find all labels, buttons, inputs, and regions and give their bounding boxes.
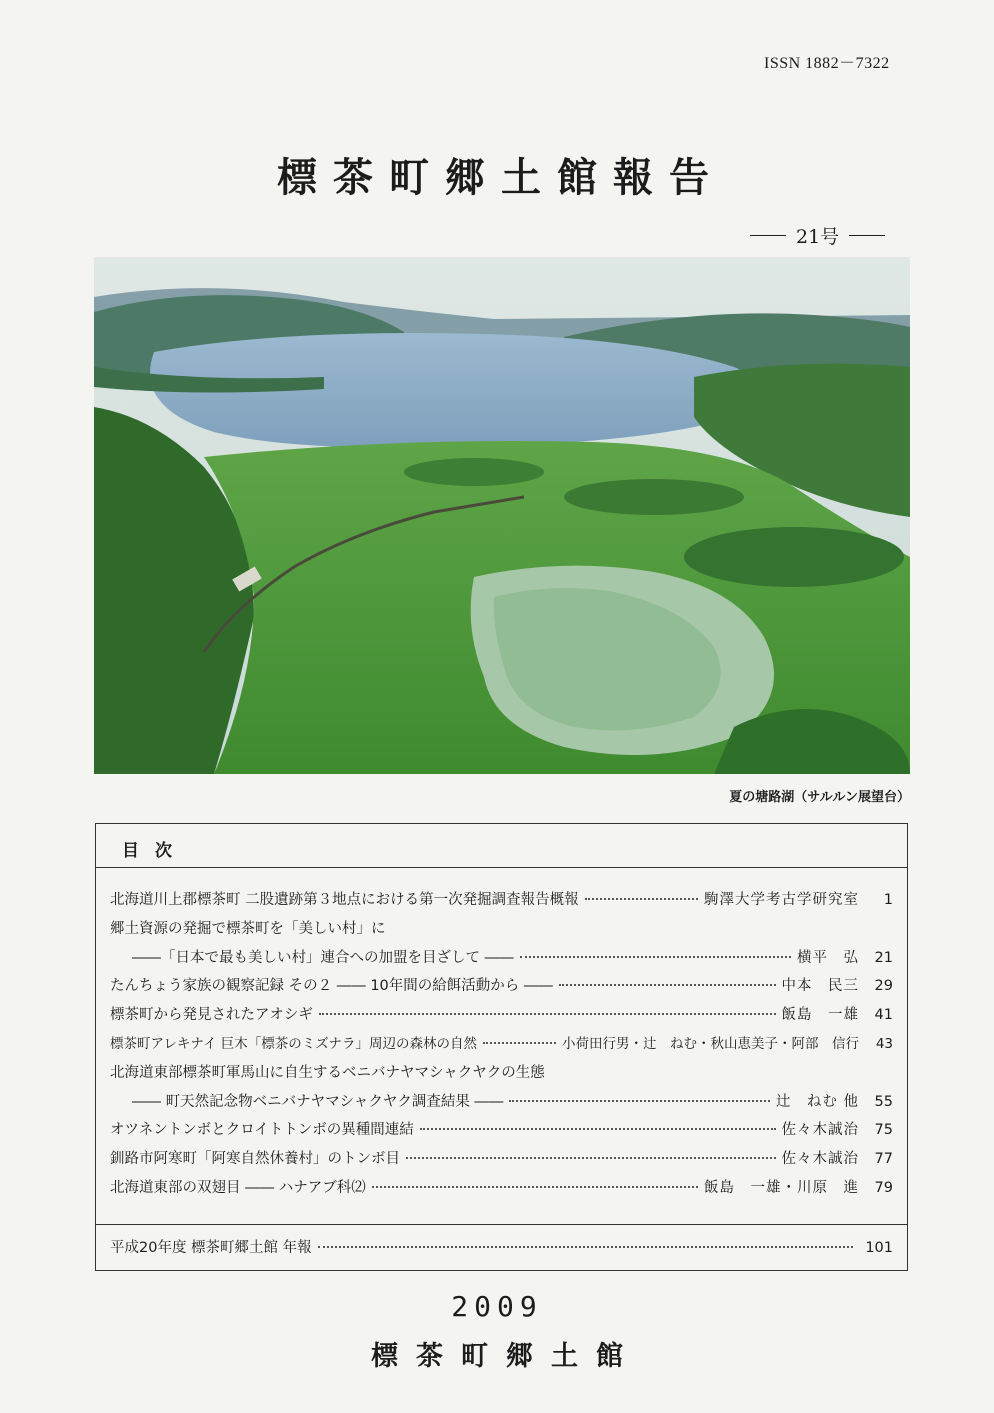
table-of-contents	[95, 823, 908, 1271]
toc-entry-page: 1	[883, 892, 893, 908]
toc-entry-author: 小荷田行男・辻 ねむ・秋山恵美子・阿部 信行	[562, 1035, 859, 1052]
toc-leader	[406, 1157, 776, 1159]
toc-entry	[110, 1030, 893, 1059]
toc-heading-rule	[96, 867, 907, 868]
toc-leader	[372, 1186, 698, 1188]
toc-entry	[110, 944, 893, 973]
issn-number: ISSN 1882－7322	[764, 55, 890, 72]
toc-entry-author: 飯島 一雄・川原 進	[704, 1179, 859, 1196]
toc-entry-page: 29	[874, 978, 893, 995]
publisher-name: 標茶町郷土館	[371, 1341, 641, 1372]
cover-photo	[94, 257, 910, 774]
toc-entry	[110, 1174, 893, 1203]
toc-list	[110, 886, 893, 1203]
toc-leader	[319, 1013, 776, 1015]
publication-year: 2009	[451, 1290, 543, 1323]
toc-entry-page: 75	[874, 1122, 893, 1139]
toc-entry	[110, 1001, 893, 1030]
toc-entry-author: 横平 弘	[797, 949, 859, 966]
toc-leader	[509, 1100, 769, 1102]
dash-right	[849, 235, 885, 237]
toc-entry-page: 43	[875, 1035, 893, 1052]
toc-entry	[110, 1059, 893, 1088]
toc-entry-title: 北海道東部標茶町軍馬山に自生するベニバナヤマシャクヤクの生態	[110, 1064, 545, 1081]
toc-entry	[110, 1234, 893, 1263]
toc-entry-title: 北海道東部の双翅目 ―― ハナアブ科⑵	[110, 1179, 366, 1196]
lake-landscape-image	[94, 257, 910, 774]
toc-entry-title: 標茶町から発見されたアオシギ	[110, 1007, 313, 1024]
toc-entry-page: 79	[874, 1179, 893, 1196]
toc-entry-author: 飯島 一雄	[781, 1007, 859, 1024]
toc-annual-separator	[96, 1224, 907, 1225]
toc-entry-page: 55	[874, 1093, 893, 1110]
toc-entry-title: 釧路市阿寒町「阿寒自然休養村」のトンボ目	[110, 1151, 400, 1168]
toc-entry-page: 41	[874, 1007, 893, 1024]
toc-entry	[110, 972, 893, 1001]
toc-entry	[110, 1116, 893, 1145]
toc-entry-title: 標茶町アレキナイ 巨木「標茶のミズナラ」周辺の森林の自然	[110, 1035, 478, 1052]
toc-entry-author: 佐々木誠治	[781, 1151, 859, 1168]
toc-entry-page: 77	[874, 1151, 893, 1168]
photo-caption: 夏の塘路湖（サルルン展望台）	[729, 790, 910, 805]
issue-label: 21号	[796, 226, 840, 248]
journal-title: 標茶町郷土館報告	[277, 154, 725, 201]
toc-entry-page: 101	[865, 1240, 893, 1256]
toc-leader	[585, 898, 698, 900]
toc-entry	[110, 886, 893, 915]
toc-leader	[318, 1246, 853, 1248]
toc-heading: 目次	[122, 841, 188, 861]
toc-entry-title: たんちょう家族の観察記録 その２ ―― 10年間の給餌活動から ――	[110, 978, 553, 995]
toc-entry-title: 北海道川上郡標茶町 二股遺跡第３地点における第一次発掘調査報告概報	[110, 892, 579, 908]
toc-entry-title: 郷土資源の発掘で標茶町を「美しい村」に	[110, 920, 386, 937]
toc-leader	[559, 984, 776, 986]
toc-entry-page: 21	[874, 949, 893, 966]
toc-entry	[110, 915, 893, 944]
toc-entry	[110, 1145, 893, 1174]
toc-entry-title: 平成20年度 標茶町郷土館 年報	[110, 1240, 312, 1256]
toc-leader	[420, 1128, 776, 1130]
toc-entry-author: 佐々木誠治	[781, 1122, 859, 1139]
toc-entry-title: ――「日本で最も美しい村」連合への加盟を目ざして ――	[132, 949, 514, 966]
toc-entry-author: 辻 ねむ 他	[775, 1093, 859, 1110]
toc-entry-author: 中本 民三	[781, 978, 859, 995]
toc-entry-author: 駒澤大学考古学研究室	[704, 892, 859, 908]
issue-number	[750, 222, 885, 249]
toc-entry	[110, 1088, 893, 1117]
toc-annual-report	[110, 1234, 893, 1263]
toc-leader	[520, 956, 791, 958]
toc-entry-title: ―― 町天然記念物ベニバナヤマシャクヤク調査結果 ――	[132, 1093, 504, 1110]
toc-leader	[483, 1042, 556, 1044]
toc-entry-title: オツネントンボとクロイトトンボの異種間連結	[110, 1122, 414, 1139]
dash-left	[750, 235, 786, 237]
